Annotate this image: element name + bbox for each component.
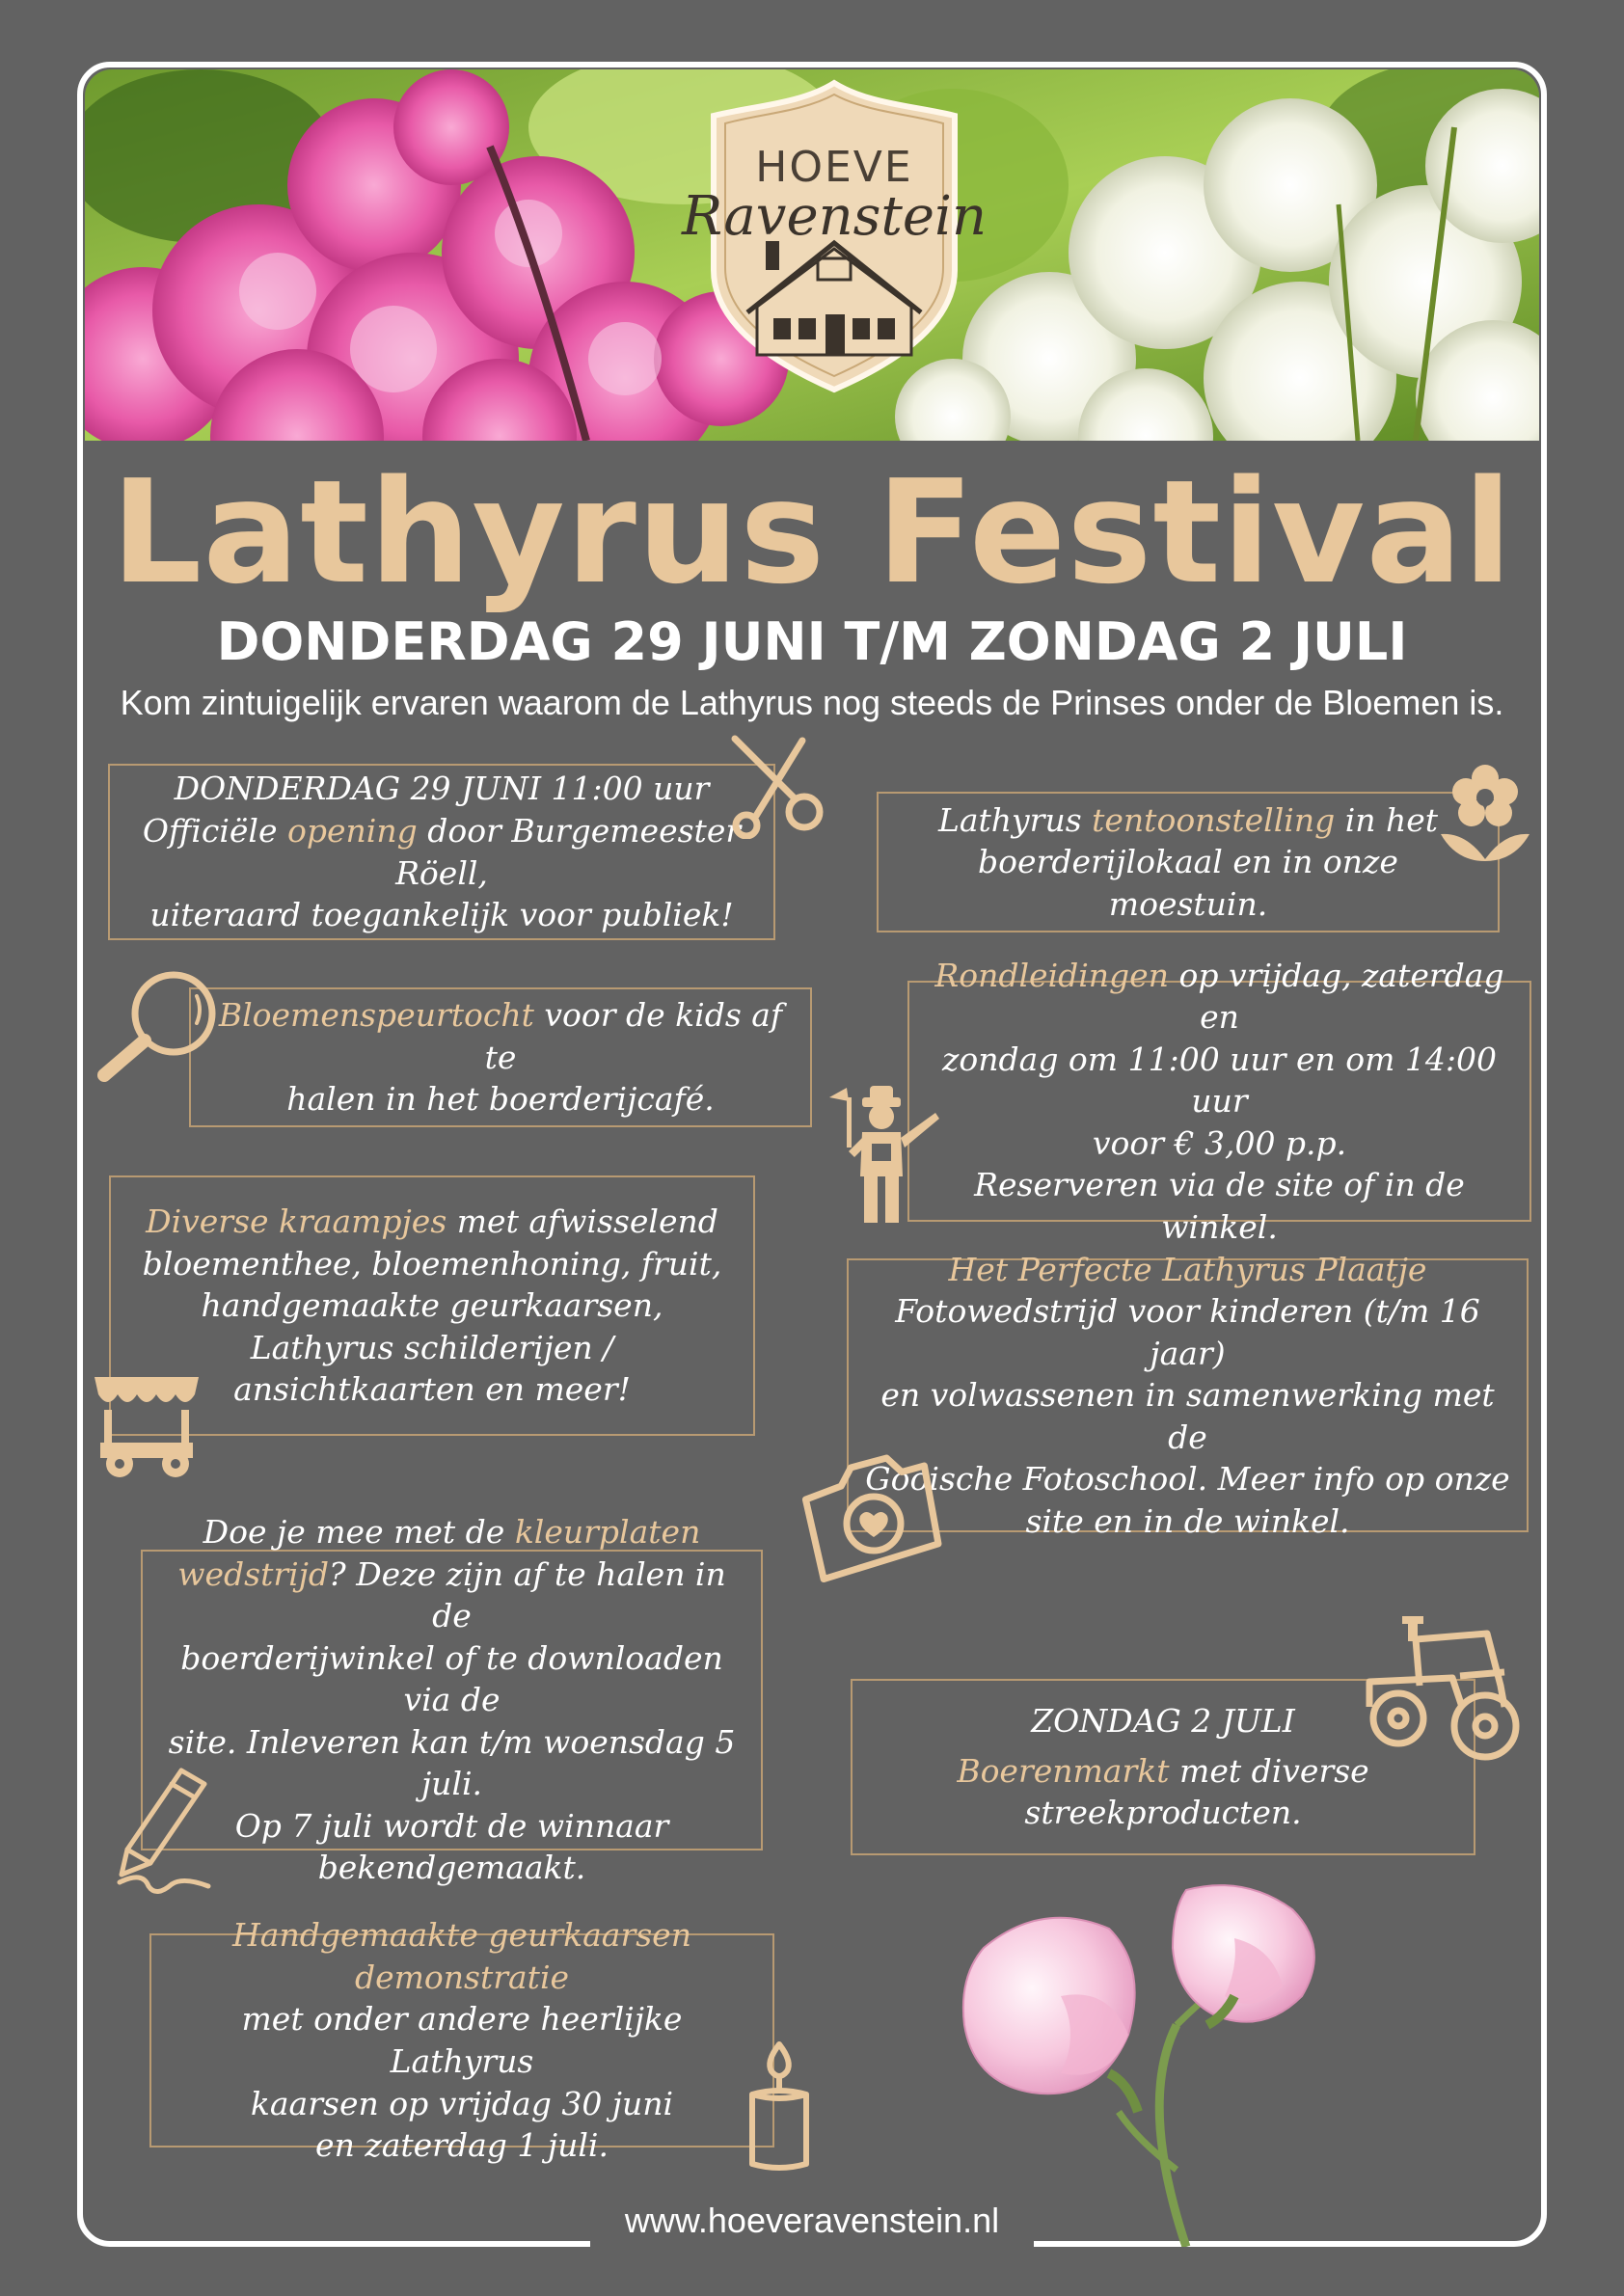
scissors-icon	[725, 733, 829, 839]
event-treasure-box: Bloemenspeurtocht voor de kids af te halen in het boerderijcafé.	[189, 987, 812, 1127]
exhibition-highlight: tentoonstelling	[1092, 800, 1336, 839]
logo-ravenstein-text: Ravenstein	[681, 185, 988, 248]
brand-logo	[681, 77, 988, 395]
market-highlight: Boerenmarkt	[957, 1751, 1170, 1790]
camera-icon	[798, 1454, 945, 1585]
candle-icon	[744, 2039, 814, 2174]
festival-title: Lathyrus Festival	[111, 449, 1513, 615]
opening-heading: DONDERDAG 29 JUNI 11:00 uur	[174, 770, 710, 808]
stalls-highlight: Diverse kraampjes	[146, 1202, 447, 1241]
event-tours-box: Rondleidingen op vrijdag, zaterdag en zondag om 11:00 uur en om 14:00 uur voor € 3,00 p.p. Reserveren via de site of in de winkel.	[907, 981, 1531, 1222]
event-market-box: ZONDAG 2 JULI Boerenmarkt met diverse streekproducten.	[851, 1679, 1475, 1855]
opening-highlight: opening	[287, 811, 418, 850]
event-opening-box: DONDERDAG 29 JUNI 11:00 uur Officiële opening door Burgemeester Röell, uiteraard toegankelijk voor publiek!	[108, 764, 775, 940]
tractor-icon	[1360, 1614, 1529, 1765]
event-stalls-box: Diverse kraampjes met afwisselend bloementhee, bloemenhoning, fruit, handgemaakte geurkaarsen, Lathyrus schilderijen / ansichtkaarten en meer!	[109, 1175, 755, 1436]
treasure-highlight: Bloemenspeurtocht	[218, 996, 534, 1035]
flower-icon	[1437, 757, 1533, 863]
festival-dates: DONDERDAG 29 JUNI T/M ZONDAG 2 JULI	[216, 611, 1408, 672]
event-coloring-box: Doe je mee met de kleurplaten wedstrijd? Deze zijn af te halen in de boerderijwinkel of te downloaden via de site. Inleveren kan t/m woensdag 5 juli. Op 7 juli wordt de winnaar bekendgemaakt.	[141, 1550, 763, 1850]
magnifier-icon	[91, 967, 226, 1087]
market-cart-icon	[91, 1371, 203, 1479]
coloring-highlight: kleurplaten	[514, 1513, 701, 1552]
candles-highlight: Handgemaakte geurkaarsen demonstratie	[232, 1916, 691, 1996]
photo-highlight: Het Perfecte Lathyrus Plaatje	[948, 1250, 1427, 1288]
website-link[interactable]: www.hoeveravenstein.nl	[624, 2201, 1000, 2240]
event-candles-box: Handgemaakte geurkaarsen demonstratie met onder andere heerlijke Lathyrus kaarsen op vrijdag 30 juni en zaterdag 1 juli.	[149, 1933, 774, 2147]
event-photo-box: Het Perfecte Lathyrus Plaatje Fotowedstrijd voor kinderen (t/m 16 jaar) en volwassenen in samenwerking met de Gooische Fotoschool. Meer info op onze site en in de winkel.	[847, 1258, 1529, 1532]
pencil-icon	[114, 1763, 216, 1898]
festival-intro: Kom zintuigelijk ervaren waarom de Lathyrus nog steeds de Prinses onder de Bloemen is.	[120, 683, 1504, 722]
farmer-icon	[826, 1084, 941, 1225]
tours-highlight: Rondleidingen	[934, 956, 1169, 994]
sweet-pea-flowers-icon	[945, 1880, 1379, 2247]
market-heading: ZONDAG 2 JULI	[1031, 1702, 1295, 1741]
event-exhibition-box: Lathyrus tentoonstelling in het boerderijlokaal en in onze moestuin.	[877, 792, 1500, 932]
logo-hoeve-text: HOEVE	[755, 143, 913, 192]
